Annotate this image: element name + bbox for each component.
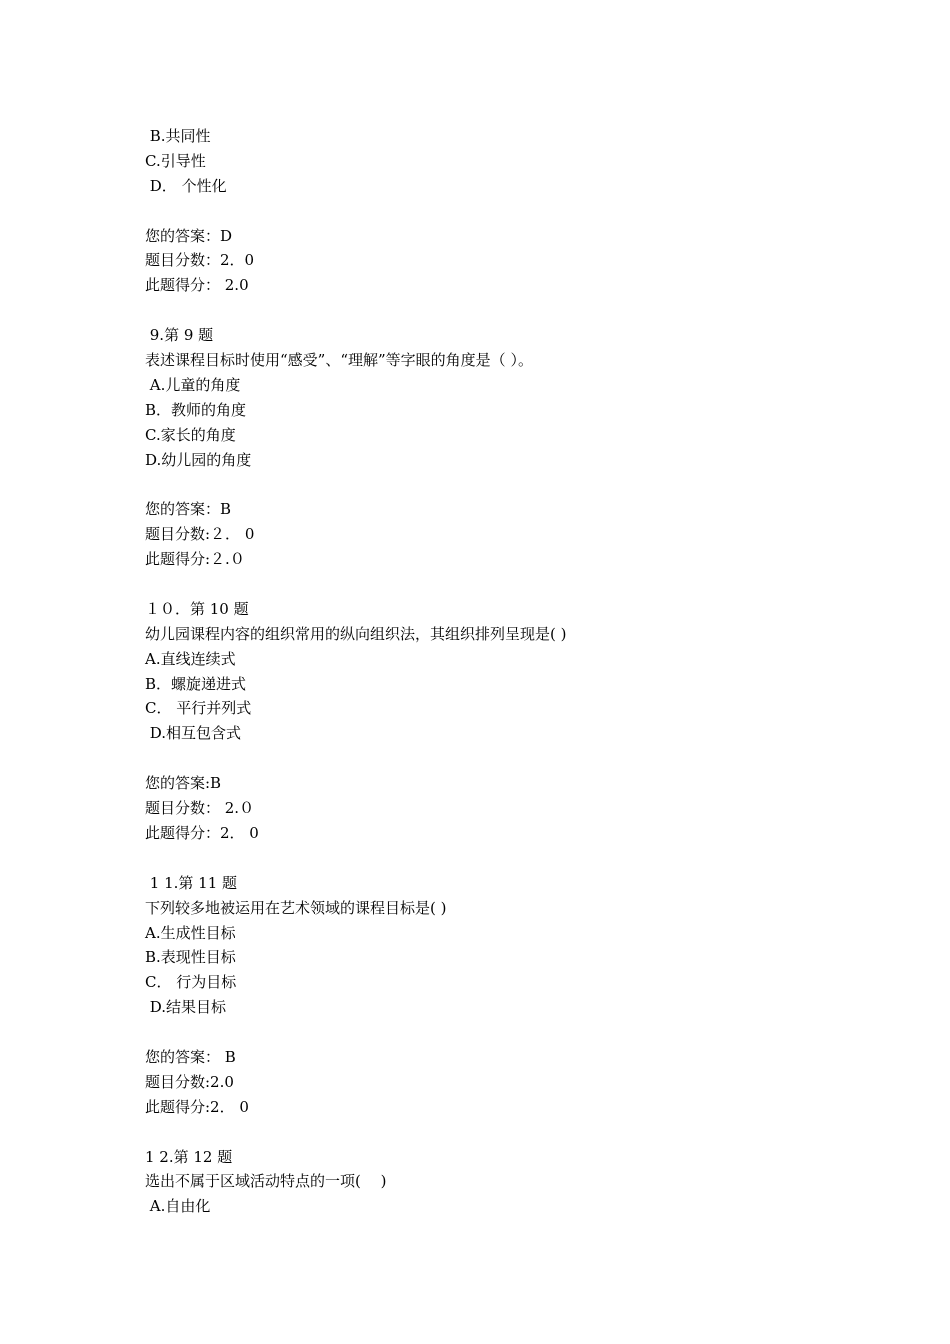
your-answer: 您的答案：B [145, 500, 232, 519]
option-c: C． 行为目标 [145, 973, 237, 992]
option-d: D.结果目标 [145, 998, 227, 1017]
got-score: 此题得分:２.０ [145, 550, 245, 569]
spacer [145, 1120, 845, 1145]
question-number: 9.第 9 题 [145, 326, 214, 345]
your-answer: 您的答案：D [145, 226, 233, 245]
option-c: C． 平行并列式 [145, 699, 252, 718]
option-b: B．教师的角度 [145, 400, 247, 419]
spacer [145, 1020, 845, 1045]
spacer [145, 472, 845, 497]
question-stem: 幼儿园课程内容的组织常用的纵向组织法，其组织排列呈现是( ) [145, 624, 567, 643]
question-stem: 表述课程目标时使用“感受”、“理解”等字眼的角度是（ ）。 [145, 351, 533, 370]
question-number: 1 1.第 11 题 [145, 873, 238, 892]
option-b: B.共同性 [145, 127, 211, 145]
quiz-content [145, 124, 845, 1219]
question-number: １０．第 10 题 [145, 599, 249, 618]
option-c: C.引导性 [145, 151, 206, 170]
full-score: 题目分数:２． 0 [145, 525, 255, 544]
question-stem: 下列较多地被运用在艺术领域的课程目标是( ) [145, 898, 447, 917]
spacer [145, 846, 845, 871]
spacer [145, 746, 845, 771]
your-answer: 您的答案： B [145, 1047, 236, 1066]
option-a: A.生成性目标 [145, 923, 236, 942]
full-score: 题目分数： 2.０ [145, 799, 255, 818]
question-number: 1 2.第 12 题 [145, 1147, 233, 1166]
your-answer: 您的答案:B [145, 774, 222, 793]
full-score: 题目分数：2．0 [145, 251, 255, 270]
spacer [145, 199, 845, 224]
question-stem: 选出不属于区域活动特点的一项( ) [145, 1172, 387, 1191]
option-b: B.表现性目标 [145, 948, 236, 967]
option-c: C.家长的角度 [145, 425, 236, 444]
option-d: D.相互包含式 [145, 724, 242, 743]
full-score: 题目分数:2.0 [145, 1072, 234, 1091]
spacer [145, 572, 845, 597]
got-score: 此题得分:2． 0 [145, 1097, 249, 1116]
got-score: 此题得分： 2.0 [145, 276, 249, 295]
option-a: A.直线连续式 [145, 649, 236, 668]
option-d: D.幼儿园的角度 [145, 450, 252, 469]
option-d: D． 个性化 [145, 176, 227, 195]
option-b: B．螺旋递进式 [145, 674, 247, 693]
got-score: 此题得分：2． 0 [145, 823, 259, 842]
option-a: A.儿童的角度 [145, 375, 241, 394]
option-a: A.自由化 [145, 1197, 211, 1216]
spacer [145, 298, 845, 323]
